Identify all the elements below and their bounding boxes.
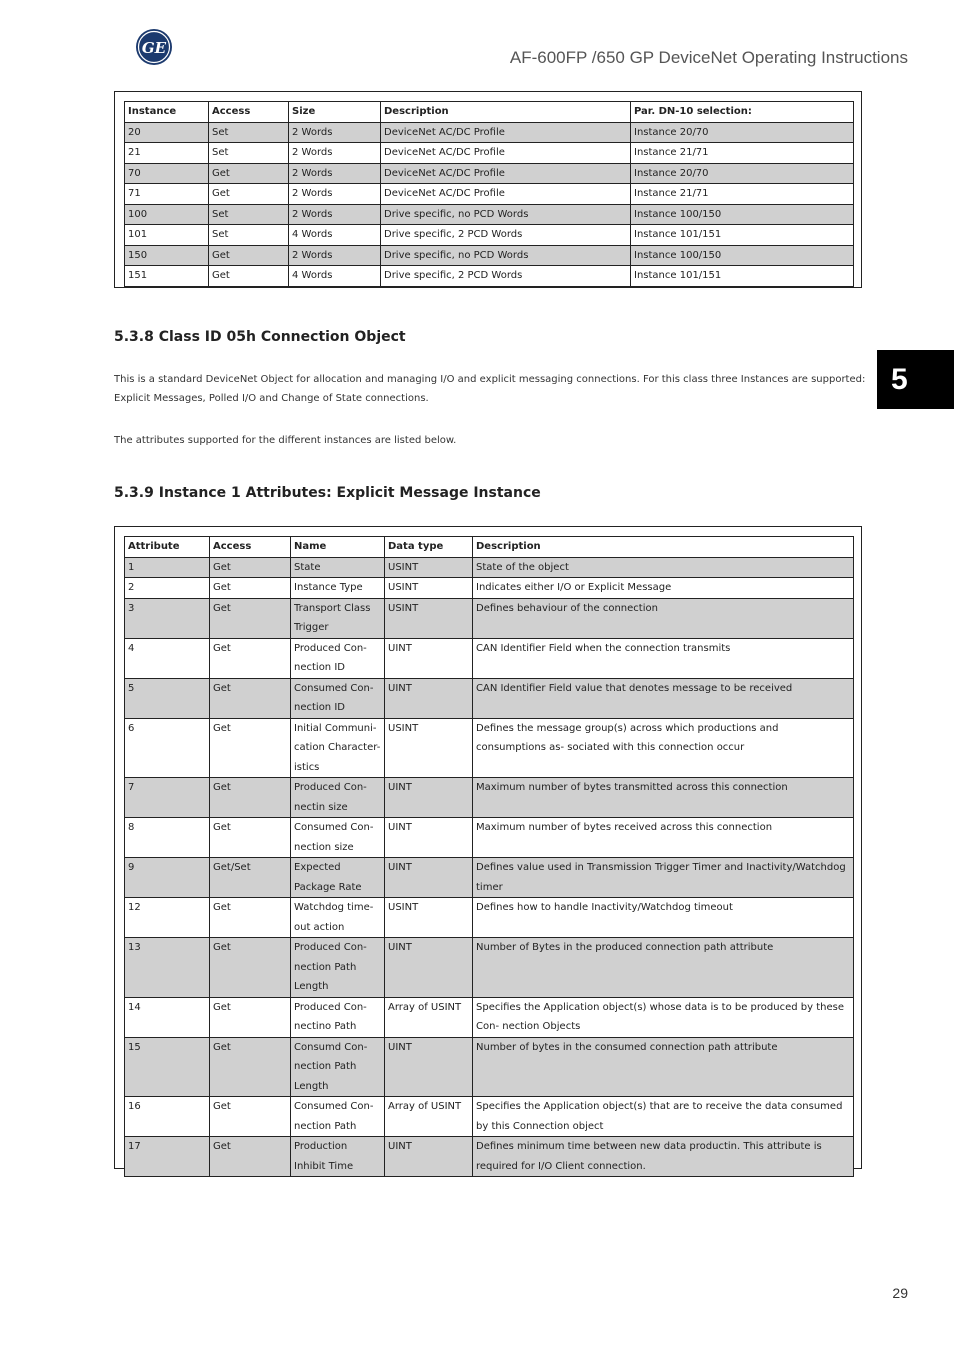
table-row — [125, 578, 854, 599]
table-cell: Defines value used in Transmission Trigger Timer and Inactivity/Watchdog timer — [473, 858, 854, 898]
table-cell: Consumed Con- nection ID — [291, 678, 385, 718]
table-cell: Set — [209, 143, 289, 164]
table-row — [125, 1097, 854, 1137]
table-cell: Get — [209, 184, 289, 205]
table-cell: USINT — [385, 898, 473, 938]
table-cell: UINT — [385, 858, 473, 898]
table-cell: Produced Con- nectino Path — [291, 997, 385, 1037]
table-row — [125, 858, 854, 898]
table-row — [125, 184, 854, 205]
table-cell: Specifies the Application object(s) that are to receive the data consumed by this Connection object — [473, 1097, 854, 1137]
table-cell: USINT — [385, 578, 473, 599]
table-cell: Drive specific, 2 PCD Words — [381, 225, 631, 246]
table-cell: Expected Package Rate — [291, 858, 385, 898]
table-cell: 9 — [125, 858, 210, 898]
table-header-row — [125, 537, 854, 558]
table-cell: Get — [210, 678, 291, 718]
table-row — [125, 778, 854, 818]
table-cell: Instance 101/151 — [631, 225, 854, 246]
table-cell: Number of bytes in the consumed connection path attribute — [473, 1037, 854, 1097]
table-cell: Number of Bytes in the produced connection path attribute — [473, 938, 854, 998]
table-cell: 2 Words — [289, 122, 381, 143]
table-row — [125, 898, 854, 938]
table-row — [125, 1037, 854, 1097]
table-cell: Set — [209, 225, 289, 246]
table-cell: 2 Words — [289, 184, 381, 205]
column-header: Access — [209, 102, 289, 123]
table-row — [125, 245, 854, 266]
ge-logo-text: GE — [141, 39, 167, 57]
table-cell: Get — [210, 638, 291, 678]
table-cell: 4 Words — [289, 225, 381, 246]
table-cell: Get/Set — [210, 858, 291, 898]
paragraph-attributes-intro: The attributes supported for the different instances are listed below. — [114, 435, 457, 446]
table-cell: Array of USINT — [385, 1097, 473, 1137]
attribute-table-frame — [114, 526, 862, 1172]
table-cell: Drive specific, no PCD Words — [381, 204, 631, 225]
table-row — [125, 204, 854, 225]
table-cell: Produced Con- nectin size — [291, 778, 385, 818]
table-cell: 4 — [125, 638, 210, 678]
table-cell: Specifies the Application object(s) whose data is to be produced by these Con- nection Objects — [473, 997, 854, 1037]
table-cell: State — [291, 557, 385, 578]
column-header: Instance — [125, 102, 209, 123]
table-cell: Get — [210, 778, 291, 818]
table-cell: Get — [209, 245, 289, 266]
table-row — [125, 598, 854, 638]
table-cell: DeviceNet AC/DC Profile — [381, 163, 631, 184]
table-cell: Instance 100/150 — [631, 245, 854, 266]
table-cell: USINT — [385, 557, 473, 578]
table-cell: 12 — [125, 898, 210, 938]
table-row — [125, 678, 854, 718]
table-cell: Consumd Con- nection Path Length — [291, 1037, 385, 1097]
paragraph-connection-object: This is a standard DeviceNet Object for allocation and managing I/O and explicit messaging connections. For this class three Instances are supported: Explicit Messages, Polled I/O and Change of State connections. — [114, 374, 866, 404]
table-cell: 14 — [125, 997, 210, 1037]
column-header: Access — [210, 537, 291, 558]
table-cell: CAN Identifier Field value that denotes message to be received — [473, 678, 854, 718]
table-cell: Get — [210, 1097, 291, 1137]
table-cell: Defines the message group(s) across which productions and consumptions as- sociated with this connection occur — [473, 718, 854, 778]
table-row — [125, 557, 854, 578]
table-cell: UINT — [385, 678, 473, 718]
table-cell: 150 — [125, 245, 209, 266]
table-cell: UINT — [385, 1037, 473, 1097]
column-header: Description — [473, 537, 854, 558]
table-cell: Set — [209, 204, 289, 225]
table-row — [125, 266, 854, 287]
table-cell: 70 — [125, 163, 209, 184]
table-row — [125, 638, 854, 678]
table-cell: UINT — [385, 778, 473, 818]
table-cell: UINT — [385, 638, 473, 678]
table-cell: Get — [210, 1137, 291, 1177]
table-cell: Get — [209, 266, 289, 287]
table-cell: Set — [209, 122, 289, 143]
table-header-row — [125, 102, 854, 123]
table-cell: 2 Words — [289, 204, 381, 225]
table-cell: 20 — [125, 122, 209, 143]
table-cell: Produced Con- nection ID — [291, 638, 385, 678]
table-cell: Consumed Con- nection size — [291, 818, 385, 858]
table-cell: Get — [210, 898, 291, 938]
table-cell: 71 — [125, 184, 209, 205]
table-cell: Initial Communi- cation Character- istics — [291, 718, 385, 778]
column-header: Size — [289, 102, 381, 123]
column-header: Data type — [385, 537, 473, 558]
table-cell: Drive specific, no PCD Words — [381, 245, 631, 266]
table-cell: 2 Words — [289, 163, 381, 184]
table-cell: 101 — [125, 225, 209, 246]
table-cell: 3 — [125, 598, 210, 638]
table-cell: USINT — [385, 598, 473, 638]
table-cell: 21 — [125, 143, 209, 164]
table-cell: Get — [210, 578, 291, 599]
document-title: AF-600FP /650 GP DeviceNet Operating Instructions — [509, 48, 908, 67]
table-cell: Instance 101/151 — [631, 266, 854, 287]
table-cell: 4 Words — [289, 266, 381, 287]
table-row — [125, 143, 854, 164]
table-cell: Maximum number of bytes transmitted across this connection — [473, 778, 854, 818]
table-cell: Defines minimum time between new data productin. This attribute is required for I/O Client connection. — [473, 1137, 854, 1177]
table-cell: 8 — [125, 818, 210, 858]
table-cell: UINT — [385, 1137, 473, 1177]
table-cell: DeviceNet AC/DC Profile — [381, 122, 631, 143]
table-cell: Watchdog time- out action — [291, 898, 385, 938]
table-row — [125, 1137, 854, 1177]
table-cell: Get — [210, 1037, 291, 1097]
table-cell: 5 — [125, 678, 210, 718]
table-cell: Maximum number of bytes received across this connection — [473, 818, 854, 858]
table-cell: 16 — [125, 1097, 210, 1137]
table-row — [125, 818, 854, 858]
ge-logo — [135, 28, 173, 66]
table-cell: DeviceNet AC/DC Profile — [381, 184, 631, 205]
table-cell: Production Inhibit Time — [291, 1137, 385, 1177]
column-header: Attribute — [125, 537, 210, 558]
table-cell: Produced Con- nection Path Length — [291, 938, 385, 998]
table-row — [125, 938, 854, 998]
table-cell: Get — [210, 938, 291, 998]
table-cell: State of the object — [473, 557, 854, 578]
column-header: Name — [291, 537, 385, 558]
table-cell: Instance 20/70 — [631, 122, 854, 143]
table-cell: Consumed Con- nection Path — [291, 1097, 385, 1137]
table-cell: Instance 21/71 — [631, 184, 854, 205]
table-cell: Instance 100/150 — [631, 204, 854, 225]
table-cell: UINT — [385, 938, 473, 998]
table-cell: 2 — [125, 578, 210, 599]
table-cell: Instance Type — [291, 578, 385, 599]
table-cell: 17 — [125, 1137, 210, 1177]
table-row — [125, 122, 854, 143]
table-cell: Get — [210, 818, 291, 858]
table-row — [125, 718, 854, 778]
instance-table — [124, 101, 854, 287]
section-heading-538: 5.3.8 Class ID 05h Connection Object — [114, 329, 406, 345]
column-header: Description — [381, 102, 631, 123]
attribute-table — [124, 536, 854, 1177]
table-cell: Array of USINT — [385, 997, 473, 1037]
table-cell: Instance 20/70 — [631, 163, 854, 184]
column-header: Par. DN-10 selection: — [631, 102, 854, 123]
page-number: 29 — [892, 1285, 908, 1301]
table-cell: DeviceNet AC/DC Profile — [381, 143, 631, 164]
table-cell: Transport Class Trigger — [291, 598, 385, 638]
table-cell: Indicates either I/O or Explicit Message — [473, 578, 854, 599]
table-cell: Drive specific, 2 PCD Words — [381, 266, 631, 287]
table-cell: 13 — [125, 938, 210, 998]
instance-table-frame — [114, 91, 862, 288]
table-cell: 100 — [125, 204, 209, 225]
table-row — [125, 163, 854, 184]
table-row — [125, 997, 854, 1037]
table-cell: 151 — [125, 266, 209, 287]
table-cell: Defines behaviour of the connection — [473, 598, 854, 638]
table-cell: Get — [210, 598, 291, 638]
table-cell: 6 — [125, 718, 210, 778]
table-cell: Get — [210, 997, 291, 1037]
table-cell: 1 — [125, 557, 210, 578]
table-cell: Instance 21/71 — [631, 143, 854, 164]
table-cell: 2 Words — [289, 143, 381, 164]
section-heading-539: 5.3.9 Instance 1 Attributes: Explicit Message Instance — [114, 485, 541, 501]
table-cell: 7 — [125, 778, 210, 818]
table-cell: Get — [210, 718, 291, 778]
table-cell: Get — [210, 557, 291, 578]
table-cell: Get — [209, 163, 289, 184]
table-cell: UINT — [385, 818, 473, 858]
table-cell: Defines how to handle Inactivity/Watchdog timeout — [473, 898, 854, 938]
table-cell: 15 — [125, 1037, 210, 1097]
chapter-tab: 5 — [877, 350, 954, 409]
table-cell: CAN Identifier Field when the connection transmits — [473, 638, 854, 678]
table-cell: 2 Words — [289, 245, 381, 266]
table-cell: USINT — [385, 718, 473, 778]
table-row — [125, 225, 854, 246]
